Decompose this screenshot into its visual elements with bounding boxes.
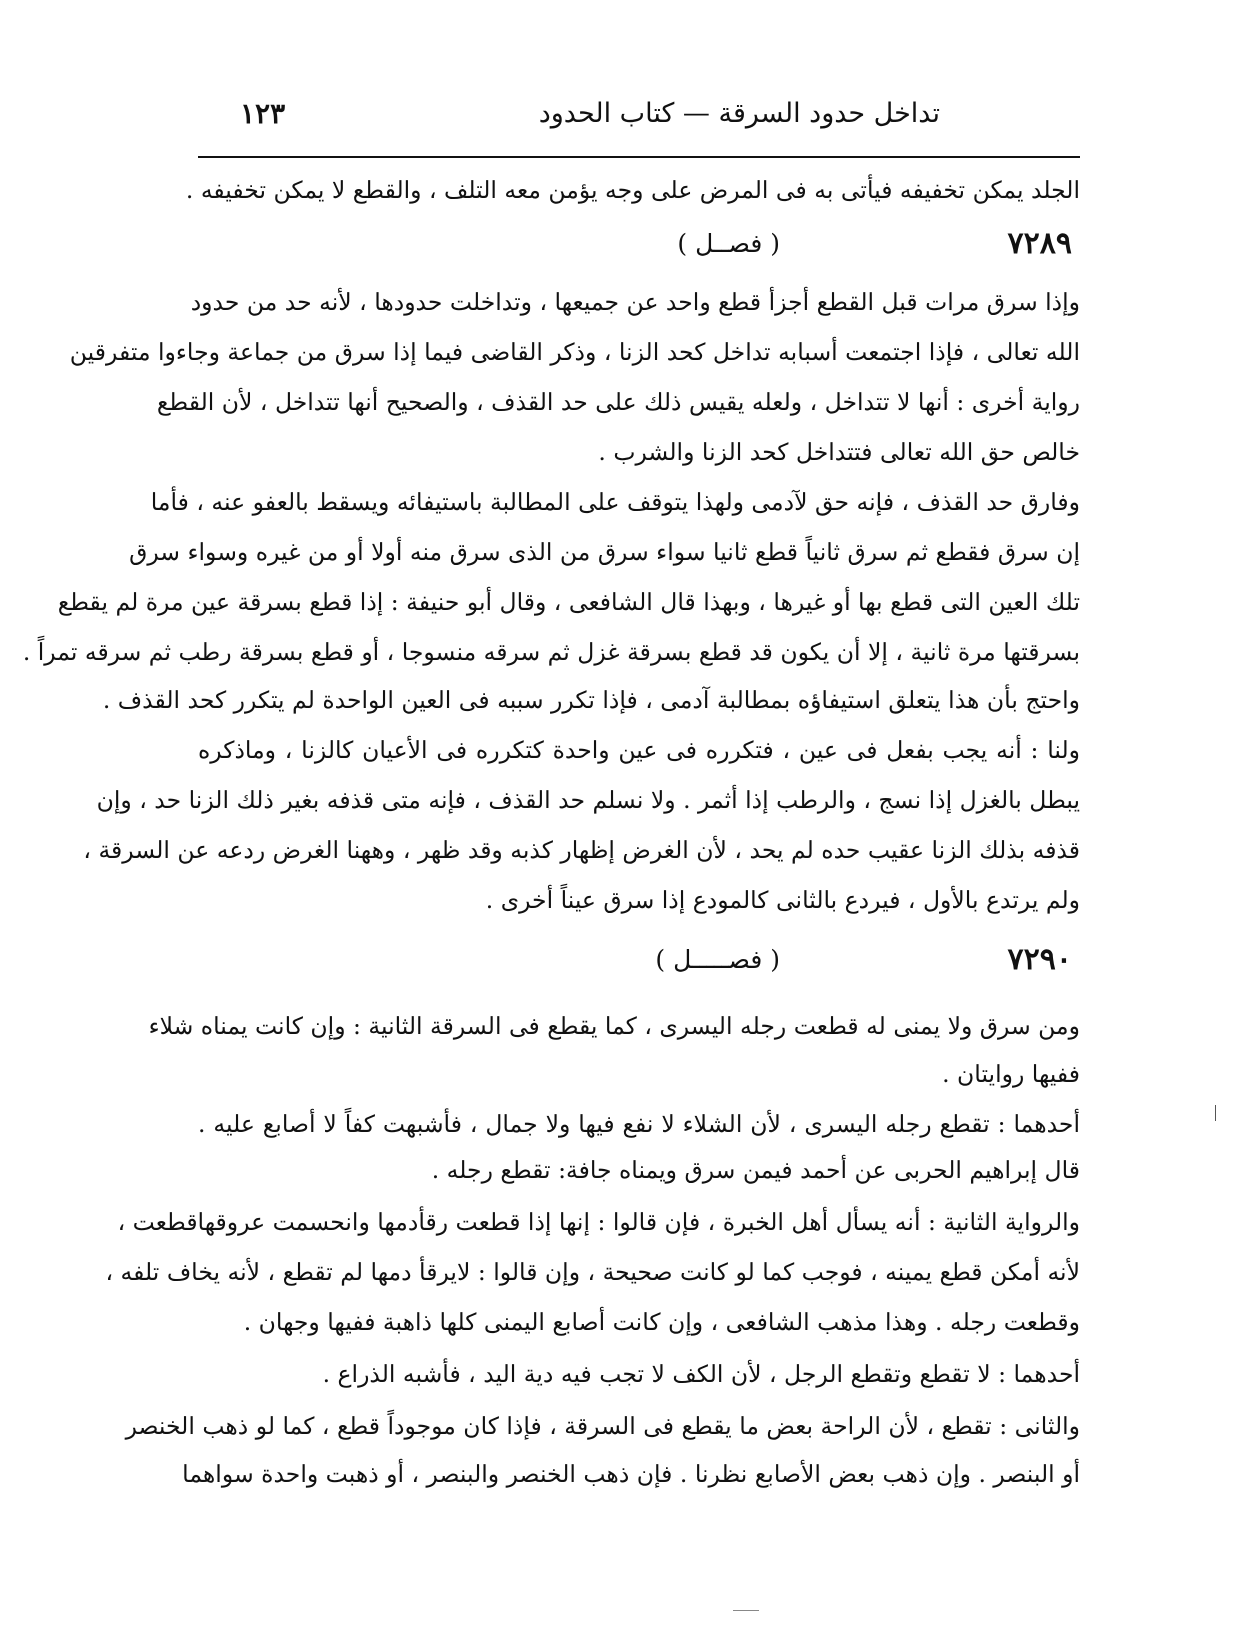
section-number: ٧٢٨٩	[1007, 226, 1072, 261]
text-line: رواية أخرى : أنها لا تتداخل ، ولعله يقيس ذلك على حد القذف ، والصحيح أنها تتداخل ، لأن القطع	[156, 388, 1080, 416]
text-line: واحتج بأن هذا يتعلق استيفاؤه بمطالبة آدمى ، فإذا تكرر سببه فى العين الواحدة لم يتكرر كحد القذف .	[102, 686, 1080, 714]
text-line: والثانى : تقطع ، لأن الراحة بعض ما يقطع فى السرقة ، فإذا كان موجوداً قطع ، كما لو ذهب الخنصر	[125, 1412, 1080, 1440]
text-line: لأنه أمكن قطع يمينه ، فوجب كما لو كانت صحيحة ، وإن قالوا : لايرقأ دمها لم تقطع ، لأنه يخاف تلفه ،	[105, 1258, 1080, 1286]
text-line: قال إبراهيم الحربى عن أحمد فيمن سرق ويمناه جافة: تقطع رجله .	[431, 1156, 1080, 1184]
page-number: ١٢٣	[240, 97, 286, 130]
text-line: أحدهما : تقطع رجله اليسرى ، لأن الشلاء لا نفع فيها ولا جمال ، فأشبهت كفاً لا أصابع عليه .	[198, 1110, 1080, 1138]
text-line: أحدهما : لا تقطع وتقطع الرجل ، لأن الكف لا تجب فيه دية اليد ، فأشبه الذراع .	[322, 1360, 1080, 1388]
text-line: ففيها روايتان .	[942, 1060, 1080, 1088]
text-line: الله تعالى ، فإذا اجتمعت أسبابه تداخل كحد الزنا ، وذكر القاضى فيما إذا سرق من جماعة وجاءوا متفرقين	[69, 338, 1080, 366]
footer-mark	[733, 1610, 759, 1611]
text-line: وفارق حد القذف ، فإنه حق لآدمى ولهذا يتوقف على المطالبة باستيفائه ويسقط بالعفو عنه ، فأما	[150, 488, 1080, 516]
header-title: تداخل حدود السرقة — كتاب الحدود	[538, 98, 940, 129]
section-heading-7290	[198, 932, 1080, 988]
text-line: الجلد يمكن تخفيفه فيأتى به فى المرض على وجه يؤمن معه التلف ، والقطع لا يمكن تخفيفه .	[185, 176, 1080, 204]
text-line: والرواية الثانية : أنه يسأل أهل الخبرة ، فإن قالوا : إنها إذا قطعت رقأدمها وانحسمت عروقهاقطعت ،	[117, 1208, 1080, 1236]
text-line: وقطعت رجله . وهذا مذهب الشافعى ، وإن كانت أصابع اليمنى كلها ذاهبة ففيها وجهان .	[243, 1308, 1080, 1336]
text-line: خالص حق الله تعالى فتتداخل كحد الزنا والشرب .	[598, 438, 1080, 466]
section-title: ( فصــل )	[677, 229, 780, 258]
text-line: إن سرق فقطع ثم سرق ثانياً قطع ثانيا سواء سرق من الذى سرق منه أولا أو من غيره وسواء سرق	[129, 538, 1080, 566]
section-title: ( فصـــــل )	[655, 945, 780, 974]
text-line: وإذا سرق مرات قبل القطع أجزأ قطع واحد عن جميعها ، وتداخلت حدودها ، لأنه حد من حدود	[190, 288, 1080, 316]
text-line: ولم يرتدع بالأول ، فيردع بالثانى كالمودع إذا سرق عيناً أخرى .	[485, 886, 1080, 914]
section-heading-7289	[198, 216, 1080, 272]
text-line: ومن سرق ولا يمنى له قطعت رجله اليسرى ، كما يقطع فى السرقة الثانية : وإن كانت يمناه شلاء	[148, 1012, 1080, 1040]
text-line: قذفه بذلك الزنا عقيب حده لم يحد ، لأن الغرض إظهار كذبه وقد ظهر ، وههنا الغرض ردعه عن السرقة ،	[83, 836, 1080, 864]
text-line: بسرقتها مرة ثانية ، إلا أن يكون قد قطع بسرقة غزل ثم سرقه منسوجا ، أو قطع بسرقة رطب ثم سرقه تمراً .	[22, 638, 1080, 666]
text-line: ولنا : أنه يجب بفعل فى عين ، فتكرره فى عين واحدة كتكرره فى الأعيان كالزنا ، وماذكره	[198, 736, 1080, 764]
section-number: ٧٢٩٠	[1007, 942, 1072, 977]
text-line: أو البنصر . وإن ذهب بعض الأصابع نظرنا . فإن ذهب الخنصر والبنصر ، أو ذهبت واحدة سواهما	[182, 1460, 1080, 1488]
text-line: يبطل بالغزل إذا نسج ، والرطب إذا أثمر . ولا نسلم حد القذف ، فإنه متى قذفه بغير ذلك الزنا حد ، وإن	[96, 786, 1080, 814]
header-rule	[198, 156, 1080, 158]
text-line: تلك العين التى قطع بها أو غيرها ، وبهذا قال الشافعى ، وقال أبو حنيفة : إذا قطع بسرقة عين مرة لم يقطع	[57, 588, 1080, 616]
margin-mark	[1215, 1105, 1216, 1121]
running-header	[200, 94, 1080, 144]
